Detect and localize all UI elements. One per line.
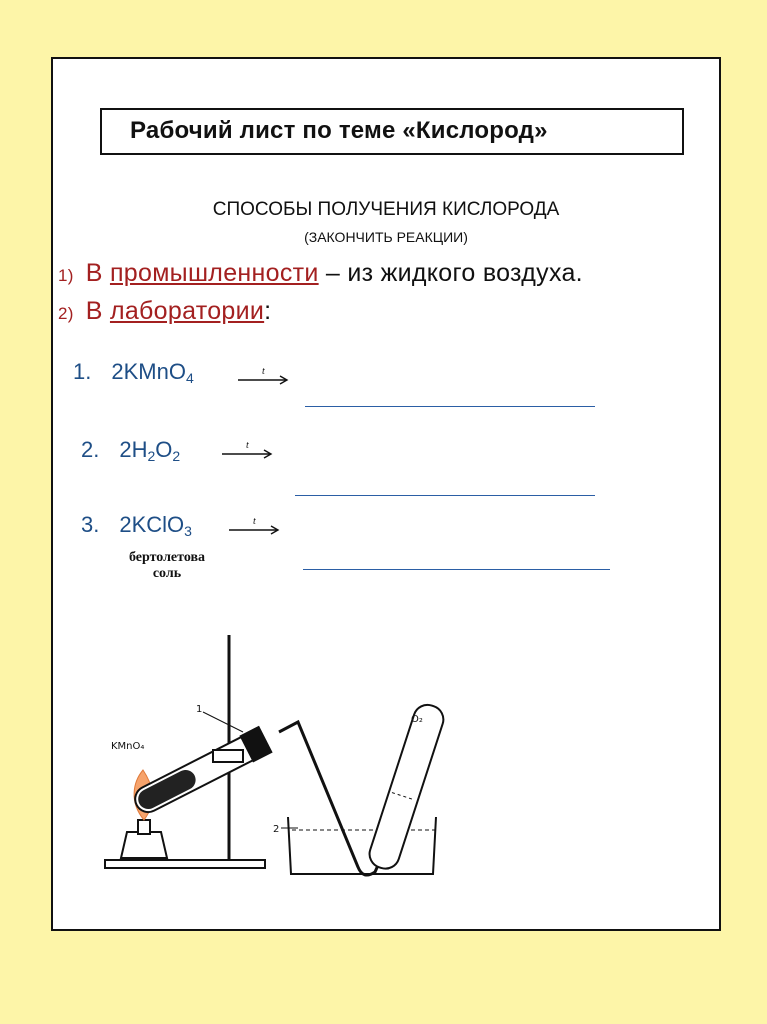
o2-label: O₂ [411, 714, 423, 725]
reaction-index: 2. [81, 437, 100, 462]
formula-subscript: 4 [185, 370, 194, 386]
section-heading: СПОСОБЫ ПОЛУЧЕНИЯ КИСЛОРОДА [212, 199, 560, 220]
formula-subscript: 3 [184, 523, 192, 539]
worksheet [51, 57, 721, 931]
formula-subscript: 2 [172, 448, 181, 464]
page-title: Рабочий лист по теме «Кислород» [130, 117, 548, 144]
reaction-formula-tail: O [155, 437, 173, 462]
stand-base [105, 860, 265, 868]
label-2: 2 [273, 824, 280, 835]
method-rest: – из жидкого воздуха. [318, 259, 583, 287]
method-rest: : [264, 297, 272, 325]
method-prefix: В [85, 259, 103, 287]
reaction-index: 1. [73, 359, 92, 384]
label-1: 1 [196, 704, 203, 715]
method-number: 2) [58, 304, 74, 323]
formula-subscript: 2 [147, 448, 156, 464]
method-place: промышленности [109, 259, 319, 287]
method-prefix: В [85, 297, 103, 325]
answer-line-2[interactable] [295, 495, 595, 496]
reaction-1 [73, 359, 194, 386]
salt-note-line2: соль [152, 566, 182, 581]
heat-arrow [227, 515, 283, 537]
salt-note-line1: бертолетова [128, 550, 206, 565]
answer-line-3[interactable] [303, 569, 610, 570]
method-laboratory [58, 297, 271, 326]
method-number: 1) [58, 266, 74, 285]
section-instruction: (ЗАКОНЧИТЬ РЕАКЦИИ) [304, 229, 468, 245]
method-place: лаборатории [109, 297, 265, 325]
title-box [100, 108, 684, 155]
answer-line-1[interactable] [305, 406, 595, 407]
reaction-index: 3. [81, 512, 100, 537]
reaction-2 [81, 437, 180, 464]
alcohol-burner [121, 832, 167, 858]
oxygen-apparatus-diagram [93, 632, 463, 887]
kmno4-label: KMnO₄ [111, 741, 145, 752]
arrow-label: t [253, 516, 256, 527]
heat-arrow [236, 365, 292, 387]
clamp [213, 750, 243, 762]
reaction-formula: 2H [119, 437, 148, 462]
arrow-label: t [246, 440, 249, 451]
heat-arrow [220, 439, 276, 461]
arrow-label: t [262, 366, 265, 377]
reaction-3 [81, 512, 192, 539]
reaction-formula: 2KMnO [111, 359, 186, 384]
salt-note [107, 550, 227, 582]
reaction-formula: 2KClO [119, 512, 185, 537]
method-industry [58, 259, 583, 288]
